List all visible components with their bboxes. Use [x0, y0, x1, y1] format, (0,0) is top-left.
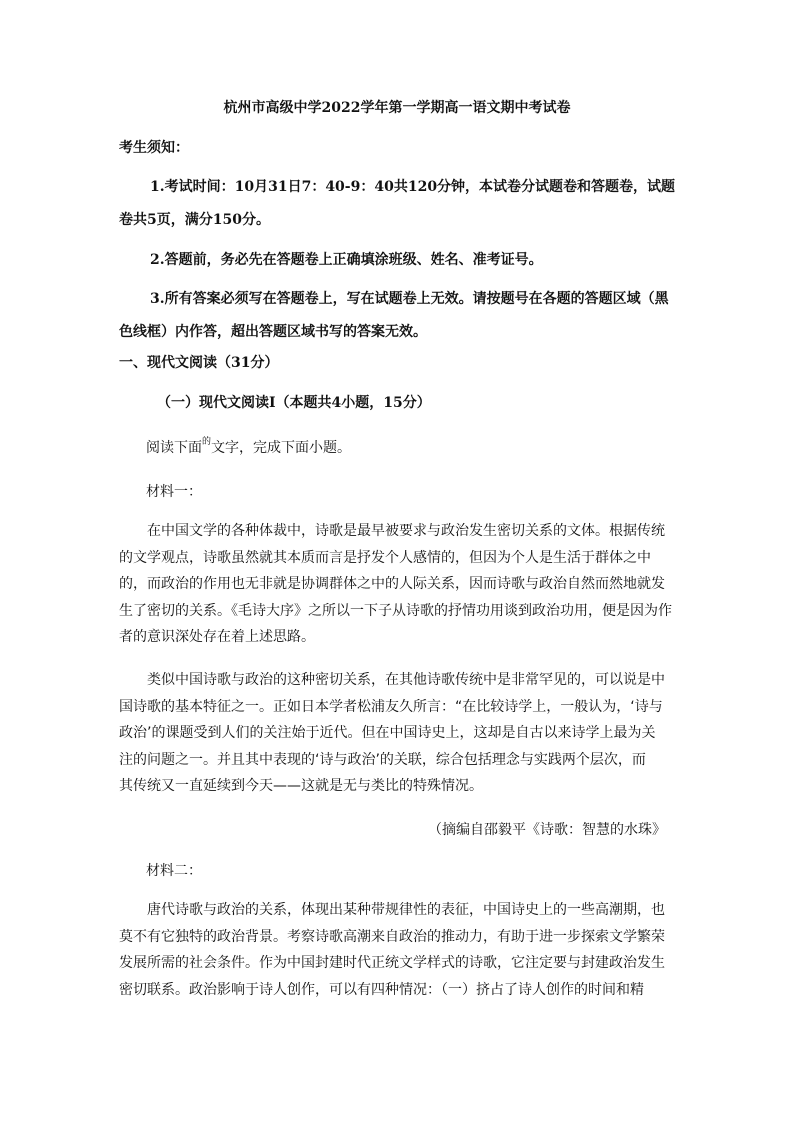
- notice-1-line-1: 1.考试时间：10月31日7：40-9：40共120分钟，本试卷分试题卷和答题卷，试题: [150, 179, 676, 195]
- paragraph-line: 唐代诗歌与政治的关系，体现出某种带规律性的表征，中国诗史上的一些高潮期，也: [147, 902, 665, 918]
- paragraph-line: 的文学观点，诗歌虽然就其本质而言是抒发个人感情的，但因为个人是生活于群体之中: [119, 549, 651, 566]
- notice-heading: 考生须知：: [119, 140, 189, 156]
- instruction-text-before: 阅读下面: [146, 440, 202, 456]
- notice-item-2: [150, 244, 543, 277]
- notice-1-line-2: 卷共5页，满分150分。: [119, 212, 270, 228]
- notice-2-line-1: 2.答题前，务必先在答题卷上正确填涂班级、姓名、准考证号。: [150, 252, 543, 268]
- paragraph-line: 国诗歌的基本特征之一。正如日本学者松浦友久所言：“在比较诗学上，一般认为，‘诗与: [119, 698, 663, 715]
- material-two-label: 材料二：: [146, 863, 202, 879]
- paragraph-line: 政治’的课题受到人们的关注始于近代。但在中国诗史上，这却是自古以来诗学上最为关: [119, 725, 656, 741]
- notice-item-3: [119, 283, 669, 349]
- paragraph-line: 莫不有它独特的政治背景。考察诗歌高潮来自政治的推动力，有助于进一步探索文学繁荣: [119, 928, 665, 945]
- paragraph-line: 发展所需的社会条件。作为中国封建时代正统文学样式的诗歌，它注定要与封建政治发生: [119, 955, 665, 971]
- section-heading-modern-reading: 一、现代文阅读（31分）: [119, 355, 279, 371]
- instruction-superscript: 的: [202, 437, 212, 447]
- exam-title: 杭州市高级中学2022学年第一学期高一语文期中考试卷: [223, 100, 571, 116]
- paragraph-line: 者的意识深处存在着上述思路。: [119, 629, 315, 645]
- instruction-text-after: 文字，完成下面小题。: [211, 440, 352, 456]
- subsection-heading-reading-1: （一）现代文阅读Ⅰ（本题共4小题，15分）: [157, 395, 431, 411]
- material-one-label: 材料一：: [146, 484, 202, 500]
- paragraph-line: 其传统又一直延续到今天——这就是无与类比的特殊情况。: [119, 778, 483, 794]
- material-one-paragraph-1: [119, 518, 672, 651]
- reading-instruction: [146, 435, 351, 462]
- material-one-citation: （摘编自邵毅平《诗歌：智慧的水珠》: [428, 822, 666, 838]
- notice-3-line-1: 3.所有答案必须写在答题卷上，写在试题卷上无效。请按题号在各题的答题区域（黑: [150, 291, 669, 307]
- material-two-paragraph-1: [119, 897, 665, 1003]
- paragraph-line: 的，而政治的作用也无非就是协调群体之中的人际关系，因而诗歌与政治自然而然地就发: [119, 576, 665, 592]
- paragraph-line: 类似中国诗歌与政治的这种密切关系，在其他诗歌传统中是非常罕见的，可以说是中: [147, 672, 665, 688]
- paragraph-line: 密切联系。政治影响于诗人创作，可以有四种情况：（一）挤占了诗人创作的时间和精: [119, 981, 644, 998]
- paragraph-line: 在中国文学的各种体裁中，诗歌是最早被要求与政治发生密切关系的文体。根据传统: [147, 523, 665, 539]
- notice-3-line-2: 色线框）内作答，超出答题区域书写的答案无效。: [119, 324, 427, 340]
- material-one-paragraph-2: [119, 667, 665, 800]
- paragraph-line: 生了密切的关系。《毛诗大序》之所以一下子从诗歌的抒情功用谈到政治功用，便是因为作: [119, 602, 672, 619]
- notice-item-1: [119, 171, 675, 237]
- paragraph-line: 注的问题之一。并且其中表现的‘诗与政治’的关联，综合包括理念与实践两个层次，而: [119, 751, 646, 768]
